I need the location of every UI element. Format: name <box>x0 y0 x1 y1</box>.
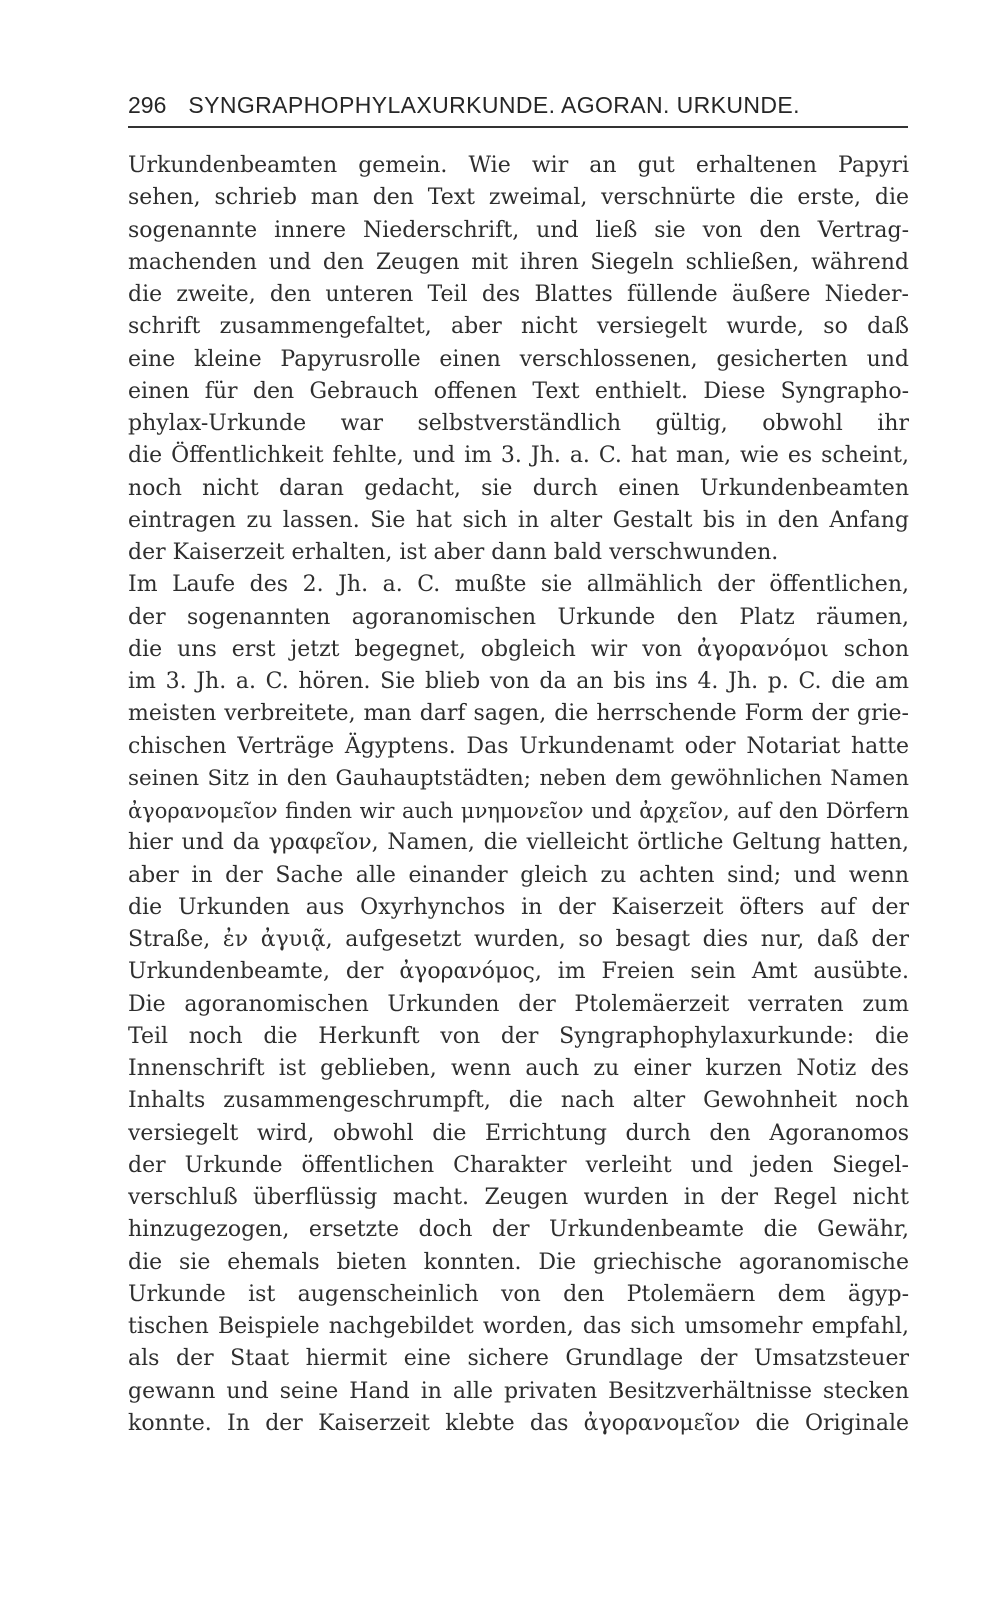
text-line-15: der sogenannten agoranomischen Urkunde den Platz räumen, <box>128 604 909 630</box>
text-line-8: einen für den Gebrauch offenen Text enthielt. Diese Syngrapho- <box>128 378 909 404</box>
text-line-16: die uns erst jetzt begegnet, obgleich wir von ἀγορανόμοι schon <box>128 636 909 662</box>
text-line-37: tischen Beispiele nachgebildet worden, das sich umsomehr empfahl, <box>128 1314 909 1339</box>
header-rule <box>128 126 908 128</box>
text-line-31: versiegelt wird, obwohl die Errichtung durch den Agoranomos <box>128 1120 909 1146</box>
page-number: 296 <box>128 92 167 118</box>
text-line-32: der Urkunde öffentlichen Charakter verleiht und jeden Siegel- <box>128 1152 909 1178</box>
running-title: SYNGRAPHOPHYLAXURKUNDE. AGORAN. URKUNDE. <box>188 92 800 118</box>
text-line-6: schrift zusammengefaltet, aber nicht versiegelt wurde, so daß <box>128 314 909 340</box>
text-line-7: eine kleine Papyrusrolle einen verschlossenen, gesicherten und <box>128 346 909 372</box>
body-text <box>128 150 909 1440</box>
text-line-36: Urkunde ist augenscheinlich von den Ptolemäern dem ägyp- <box>128 1281 909 1307</box>
text-line-33: verschluß überflüssig macht. Zeugen wurden in der Regel nicht <box>128 1185 909 1210</box>
text-line-24: die Urkunden aus Oxyrhynchos in der Kaiserzeit öfters auf der <box>128 894 909 920</box>
text-line-25: Straße, ἐν ἀγυιᾷ, aufgesetzt wurden, so besagt dies nur, daß der <box>128 927 909 952</box>
text-line-19: chischen Verträge Ägyptens. Das Urkundenamt oder Notariat hatte <box>128 733 909 759</box>
text-line-29: Innenschrift ist geblieben, wenn auch zu einer kurzen Notiz des <box>128 1056 909 1081</box>
text-line-26: Urkundenbeamte, der ἀγορανόμος, im Freien sein Amt ausübte. <box>128 959 909 985</box>
text-line-27: Die agoranomischen Urkunden der Ptolemäerzeit verraten zum <box>128 991 909 1017</box>
text-line-13: der Kaiserzeit erhalten, ist aber dann bald verschwunden. <box>128 540 779 565</box>
text-line-40: konnte. In der Kaiserzeit klebte das ἀγορανομεῖον die Originale <box>128 1410 909 1436</box>
text-line-30: Inhalts zusammengeschrumpft, die nach alter Gewohnheit noch <box>128 1088 909 1114</box>
text-line-20: seinen Sitz in den Gauhauptstädten; neben dem gewöhnlichen Namen <box>128 765 909 791</box>
text-line-38: als der Staat hiermit eine sichere Grundlage der Umsatzsteuer <box>128 1346 909 1372</box>
text-line-39: gewann und seine Hand in alle privaten Besitzverhältnisse stecken <box>128 1378 909 1404</box>
text-line-11: noch nicht daran gedacht, sie durch einen Urkundenbeamten <box>128 475 909 501</box>
text-line-5: die zweite, den unteren Teil des Blattes füllende äußere Nieder- <box>128 282 909 307</box>
text-line-2: sehen, schrieb man den Text zweimal, verschnürte die erste, die <box>128 185 909 211</box>
text-line-34: hinzugezogen, ersetzte doch der Urkundenbeamte die Gewähr, <box>128 1217 909 1243</box>
text-line-14: Im Laufe des 2. Jh. a. C. mußte sie allmählich der öffentlichen, <box>128 572 909 598</box>
text-line-3: sogenannte innere Niederschrift, und ließ sie von den Vertrag- <box>128 217 909 243</box>
text-line-4: machenden und den Zeugen mit ihren Siegeln schließen, während <box>128 249 909 275</box>
text-line-35: die sie ehemals bieten konnten. Die griechische agoranomische <box>128 1249 909 1275</box>
text-line-17: im 3. Jh. a. C. hören. Sie blieb von da an bis ins 4. Jh. p. C. die am <box>128 669 909 694</box>
text-line-23: aber in der Sache alle einander gleich zu achten sind; und wenn <box>128 862 909 888</box>
running-head <box>128 92 908 128</box>
text-line-18: meisten verbreitete, man darf sagen, die herrschende Form der grie- <box>128 701 909 727</box>
text-line-9: phylax-Urkunde war selbstverständlich gültig, obwohl ihr <box>128 411 909 436</box>
text-line-22: hier und da γραφεῖον, Namen, die vielleicht örtliche Geltung hatten, <box>128 830 909 856</box>
text-line-10: die Öffentlichkeit fehlte, und im 3. Jh. a. C. hat man, wie es scheint, <box>128 443 909 469</box>
text-line-1: Urkundenbeamten gemein. Wie wir an gut erhaltenen Papyri <box>128 153 909 178</box>
text-line-28: Teil noch die Herkunft von der Syngraphophylaxurkunde: die <box>128 1023 909 1049</box>
text-line-21: ἀγορανομεῖον finden wir auch μνημονεῖον und ἀρχεῖον, auf den Dörfern <box>128 799 909 823</box>
text-line-12: eintragen zu lassen. Sie hat sich in alter Gestalt bis in den Anfang <box>128 507 909 533</box>
